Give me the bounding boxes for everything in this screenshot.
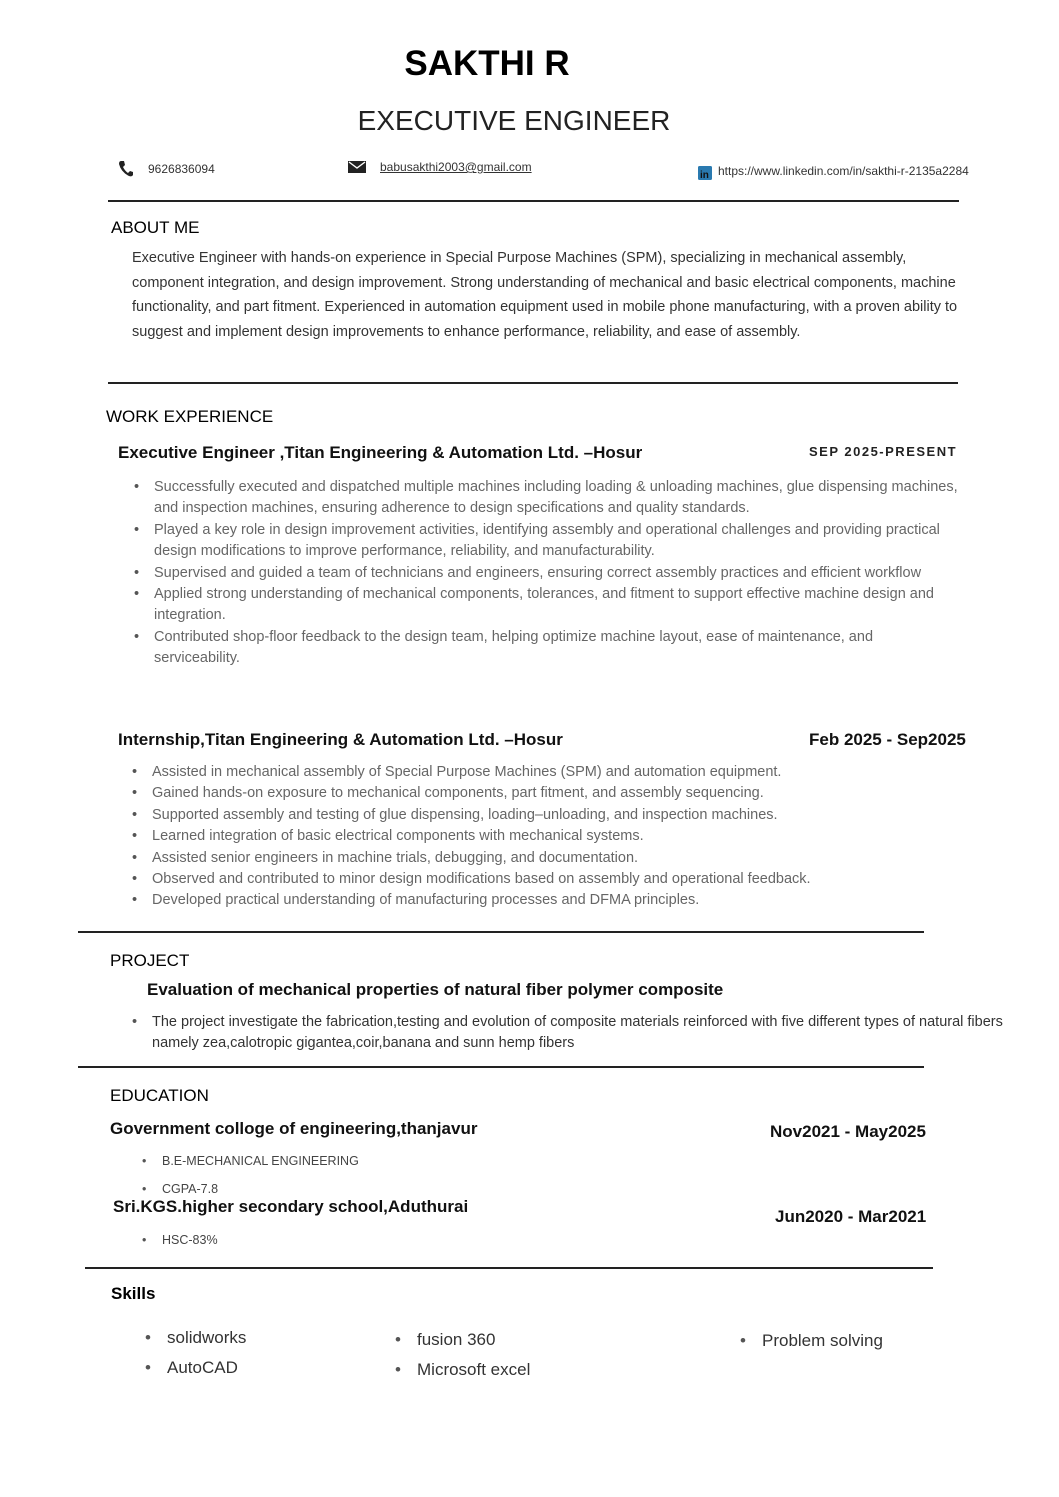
list-item: • Played a key role in design improvement activities, identifying assembly and operational challenges and providing practical design modifications to improve performance, reliability, and manufacturability. <box>132 520 962 563</box>
contact-linkedin <box>698 162 969 180</box>
phone-number: 9626836094 <box>148 162 215 176</box>
job-1-date: SEP 2025-PRESENT <box>809 444 958 459</box>
divider <box>108 382 958 384</box>
envelope-icon <box>348 161 366 173</box>
edu-2-date: Jun2020 - Mar2021 <box>775 1207 927 1226</box>
job-2-bullets <box>130 762 960 912</box>
list-item: • Successfully executed and dispatched multiple machines including loading & unloading machines, glue dispensing machines, and inspection machines, ensuring adherence to design specifications and quality standards. <box>132 477 962 520</box>
project-heading: PROJECT <box>110 951 190 970</box>
edu-2-bullets <box>140 1233 218 1247</box>
list-item: • Assisted in mechanical assembly of Special Purpose Machines (SPM) and automation equipment. <box>130 762 960 783</box>
job-2-date: Feb 2025 - Sep2025 <box>809 730 966 749</box>
skills-column-3 <box>738 1326 883 1356</box>
list-item: • Contributed shop-floor feedback to the design team, helping optimize machine layout, ease of maintenance, and serviceability. <box>132 627 962 670</box>
list-item: • CGPA-7.8 <box>140 1175 359 1203</box>
job-1-bullets <box>132 477 962 670</box>
phone-icon <box>118 160 134 178</box>
linkedin-link[interactable]: https://www.linkedin.com/in/sakthi-r-2135a2284 <box>718 164 969 178</box>
experience-heading: WORK EXPERIENCE <box>106 407 274 426</box>
list-item: • Supervised and guided a team of technicians and engineers, ensuring correct assembly practices and efficient workflow <box>132 563 962 584</box>
list-item: • Assisted senior engineers in machine trials, debugging, and documentation. <box>130 848 960 869</box>
list-item: • Learned integration of basic electrical components with mechanical systems. <box>130 826 960 847</box>
project-bullets <box>130 1012 1010 1054</box>
list-item: • Observed and contributed to minor design modifications based on assembly and operational feedback. <box>130 869 960 890</box>
skill-item: • AutoCAD <box>143 1353 246 1383</box>
job-title: EXECUTIVE ENGINEER <box>357 105 671 136</box>
skills-column-2 <box>393 1325 530 1385</box>
divider <box>108 200 959 202</box>
contact-phone <box>118 160 215 178</box>
edu-1-date: Nov2021 - May2025 <box>770 1122 926 1141</box>
list-item: • Developed practical understanding of manufacturing processes and DFMA principles. <box>130 890 960 911</box>
list-item: • Applied strong understanding of mechanical components, tolerances, and fitment to support effective machine design and integration. <box>132 584 962 627</box>
skills-column-1 <box>143 1323 246 1383</box>
svg-text:in: in <box>700 170 709 180</box>
divider <box>85 1267 933 1269</box>
project-title: Evaluation of mechanical properties of natural fiber polymer composite <box>147 980 724 999</box>
list-item: • HSC-83% <box>140 1233 218 1247</box>
candidate-name: SAKTHI R <box>404 44 570 83</box>
list-item: • Supported assembly and testing of glue dispensing, loading–unloading, and inspection machines. <box>130 805 960 826</box>
divider <box>78 1066 924 1068</box>
skill-item: • Microsoft excel <box>393 1355 530 1385</box>
contact-email <box>348 160 532 174</box>
email-link[interactable]: babusakthi2003@gmail.com <box>380 160 532 174</box>
education-heading: EDUCATION <box>110 1086 209 1105</box>
skill-item: • Problem solving <box>738 1326 883 1356</box>
edu-1-bullets <box>140 1147 359 1203</box>
edu-1-school: Government colloge of engineering,thanjavur <box>110 1119 478 1138</box>
job-1-title: Executive Engineer ,Titan Engineering & Automation Ltd. –Hosur <box>118 443 643 462</box>
list-item: • Gained hands-on exposure to mechanical components, part fitment, and assembly sequencing. <box>130 783 960 804</box>
skill-item: • solidworks <box>143 1323 246 1353</box>
about-text: Executive Engineer with hands-on experience in Special Purpose Machines (SPM), specializing in mechanical assembly, component integration, and design improvement. Strong understanding of mechanical and basic electrical components, machine functionality, and part fitment. Experienced in automation equipment used in mobile phone manufacturing, with a proven ability to suggest and implement design improvements to enhance performance, reliability, and ease of assembly. <box>132 250 958 340</box>
edu-2-school: Sri.KGS.higher secondary school,Aduthurai <box>113 1197 469 1216</box>
list-item: • B.E-MECHANICAL ENGINEERING <box>140 1147 359 1175</box>
list-item: • The project investigate the fabrication,testing and evolution of composite materials reinforced with five different types of natural fibers namely zea,calotropic gigantea,coir,banana and sunn hemp fibers <box>130 1012 1010 1054</box>
divider <box>78 931 924 933</box>
skill-item: • fusion 360 <box>393 1325 530 1355</box>
linkedin-icon <box>698 166 712 180</box>
about-heading: ABOUT ME <box>111 218 200 237</box>
skills-heading: Skills <box>111 1284 156 1303</box>
job-2-title: Internship,Titan Engineering & Automation Ltd. –Hosur <box>118 730 563 749</box>
